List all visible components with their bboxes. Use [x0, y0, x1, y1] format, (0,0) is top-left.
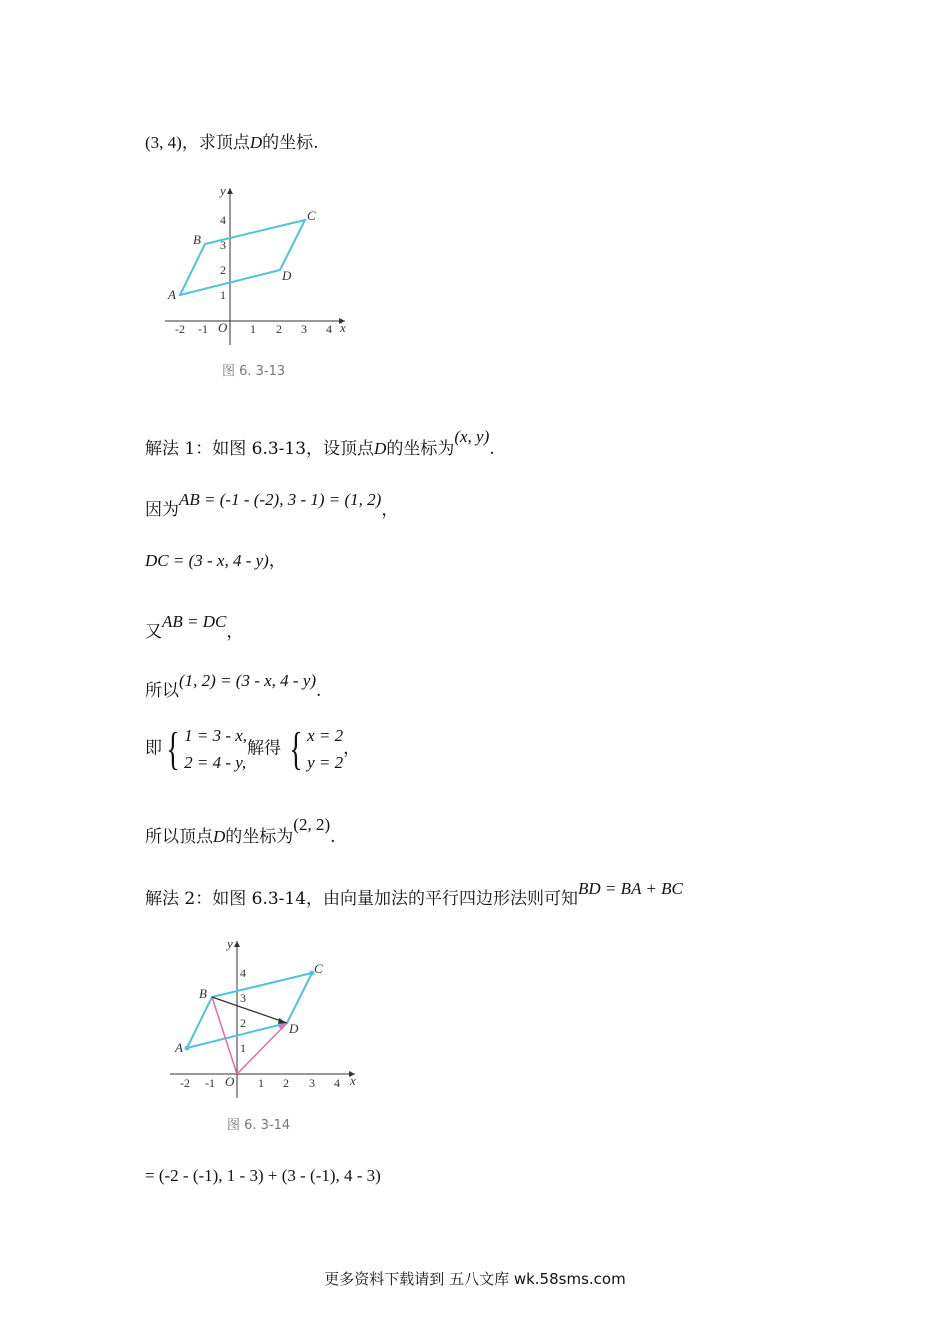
sys1-a: 1 = 3 - x,	[184, 726, 248, 745]
y-tick: 1	[240, 1041, 246, 1055]
x-tick: 1	[250, 322, 256, 336]
problem-tail: 的坐标.	[262, 133, 319, 153]
x-tick: -1	[198, 322, 208, 336]
x-tick: 4	[334, 1076, 340, 1090]
ab-expr: AB = (-1 - (-2), 3 - 1) = (1, 2)	[179, 490, 382, 509]
sys2-b: y = 2	[307, 753, 344, 772]
final-expr: = (-2 - (-1), 1 - 3) + (3 - (-1), 4 - 3)	[145, 1166, 381, 1185]
problem-text: ，求顶点	[181, 133, 250, 153]
point-c-label: C	[314, 961, 323, 976]
x-tick: 3	[301, 322, 307, 336]
figure-caption: 图 6. 3-14	[227, 1118, 291, 1133]
point-a-label: A	[168, 287, 176, 302]
x-axis-label: x	[340, 320, 346, 335]
origin-label: O	[218, 320, 228, 335]
x-tick: 1	[258, 1076, 264, 1090]
figure-6-3-14	[165, 938, 365, 1138]
origin-label: O	[225, 1074, 235, 1089]
footer: 更多资料下载请到 五八文库 wk.58sms.com	[324, 1270, 626, 1288]
point-d-label: D	[282, 268, 292, 283]
point-c-label: C	[307, 208, 316, 223]
eq-line: 又AB = DC，	[145, 612, 244, 642]
y-tick: 2	[220, 263, 226, 277]
y-tick: 2	[240, 1016, 246, 1030]
var-d: D	[249, 133, 263, 152]
point-b-label: B	[193, 232, 201, 247]
vector-bd	[212, 997, 287, 1023]
point-a-label: A	[175, 1040, 183, 1055]
so-expr: (1, 2) = (3 - x, 4 - y)	[179, 671, 317, 690]
y-tick: 1	[220, 288, 226, 302]
result-val: (2, 2)	[293, 815, 331, 834]
x-ticks	[180, 1076, 340, 1090]
y-ticks	[220, 213, 226, 302]
method1-intro: 解法 1：如图 6.3-13，设顶点D的坐标为(x, y).	[145, 427, 495, 459]
figure-6-3-13	[160, 185, 360, 385]
ab-line: 因为AB = (-1 - (-2), 3 - 1) = (1, 2)，	[145, 490, 399, 520]
x-ticks	[175, 322, 332, 336]
xy-expr: (x, y)	[454, 427, 490, 446]
dc-line: DC = (3 - x, 4 - y)，	[145, 551, 286, 571]
point-d-label: D	[289, 1021, 299, 1036]
y-tick: 3	[220, 238, 226, 252]
y-ticks	[240, 966, 246, 1055]
x-tick: 3	[309, 1076, 315, 1090]
x-axis-label: x	[350, 1073, 356, 1088]
x-tick: 2	[276, 322, 282, 336]
sys2-a: x = 2	[307, 726, 344, 745]
figure-caption: 图 6. 3-13	[222, 364, 286, 379]
y-tick: 3	[240, 991, 246, 1005]
final-line	[145, 1166, 381, 1186]
point-c: (3, 4)	[145, 133, 182, 152]
x-tick: -2	[180, 1076, 190, 1090]
dc-expr: DC = (3 - x, 4 - y)	[145, 551, 269, 570]
x-tick: -2	[175, 322, 185, 336]
y-axis-label: y	[227, 938, 233, 951]
x-tick: 2	[283, 1076, 289, 1090]
so-line: 所以(1, 2) = (3 - x, 4 - y).	[145, 671, 322, 701]
y-axis-label: y	[220, 185, 226, 198]
result-line: 所以顶点D的坐标为(2, 2).	[145, 815, 336, 847]
x-tick: 4	[326, 322, 332, 336]
y-tick: 4	[240, 966, 246, 980]
sys1-b: 2 = 4 - y,	[184, 753, 247, 772]
system-line: 即{ 1 = 3 - x, 2 = 4 - y,解得 { x = 2 y = 2，	[145, 723, 361, 774]
x-tick: -1	[205, 1076, 215, 1090]
eq-expr: AB = DC	[162, 612, 227, 631]
point-b-label: B	[199, 986, 207, 1001]
problem-line	[145, 128, 319, 153]
y-tick: 4	[220, 213, 226, 227]
method2-expr: BD = BA + BC	[578, 879, 683, 898]
method2-intro: 解法 2：如图 6.3-14，由向量加法的平行四边形法则可知BD = BA + BC	[145, 879, 683, 909]
